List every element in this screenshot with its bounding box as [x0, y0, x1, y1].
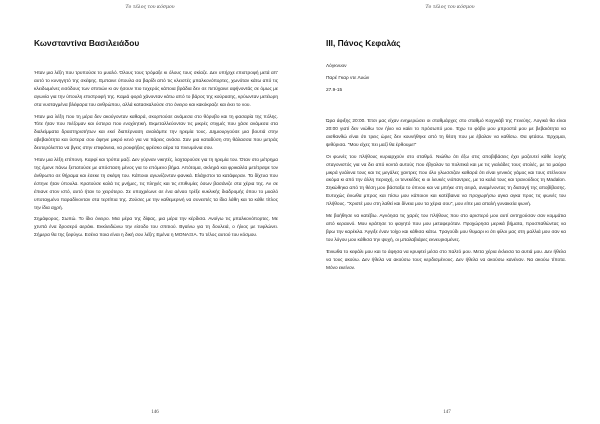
- paragraph: Οι φωνές του πλήθους κυριαρχούν στο σταθμό. Νιώθω ότι έξω στις αποβιβάσεις έχει μαζευτεί κάθε λογής σταγονιστός για να δει από κοντά αυτούς που έβγαλαν τα πολιτικά και με τις γιαλάδες τους στολές, με τα μαύρα μικρά γυάλινα τους και τις μεγάλες χαντρες που όλο γλωσσιζαν καθαρά ότι είναι γενικός γάμος και τους στέλνουν ακόμα κι από την άλλη περιοχή, οι τενεκέδες κι οι λευκές νιόπαντρες, με τα καλά τους και τρανούδιος τη Madalon. Σηκώθηκα από τη θέση μου βάσταξα το ύπνου και να μπήκε στη σειρά, αναμένοντας τη διαταγή της αποβίβασης. Ευτυχώς ένιωθα μπρος και πίσω μου κάποιον και κατέβαινα να προχωρήσω αγκα αγκα προς τις φωνές του πλήθους. "Χριστέ μου στη λαθεί και δίνεια μου τα χέρια σου", μου είπε μια απαλή γυναικεία φωνή.: [326, 154, 566, 208]
- left-body: [34, 70, 278, 240]
- chapter-title-left: Κωνσταντίνα Βασιλειάδου: [34, 38, 140, 48]
- paragraph: Σημάφορος. Σωπώ. Το ίδιο όνειρο. Μια μέρα της δίψας, μια μέρα την κέρδισα. Ανοίγω τις μπαλκονόπορτες. Με χτυπά ένα δροσερό αεράκι. Εκκλειδώνω την είσοδο του σπιτιού. Βγαίνω για τη δουλειά, ο ήλιος με τυφλώνει. Σήμερα θα της ξεφύγω. Εσένα ποια είναι η δική σου λέξη; Εμένα η ΜΟΝΑΞΙΑ. Το τέλος αυτού του κόσμου.: [34, 217, 278, 239]
- meta-source: Παρέ Γκαρ ντε Λυών: [326, 76, 370, 82]
- paragraph: Ήταν μια λέξη που τρυπούσε το μυαλό. Όλους τους τρόμαξε κι όλους τους σκίαζε. Δεν υπήρχε επιστροφή μετά απ' αυτό το κυνηγητό της σκέψης. Εμπαινε ύπουλα σα βαρίδι από τις κλειστές μπαλκονόπορτες, χωνόταν κάτω από τις κλειδωμένες εισόδους των σπιτιών κι αν ήσουν πιο τυχερός κάποια βράδια δεν σε πετύχαινε αφήνοντάς σε όμως με αγωνία για την ύπουλη επιστροφή της. Καμιά φορά χάνονταν κάτω από το βάρος της κούρασης, κρύωνταν μετέωρη στα νυσταγμένα βλέφαρα του ανθρώπου, αλλά κατασκαλούσε στο όνειρο και κακόκραζε και έκει το νου.: [34, 71, 278, 108]
- paragraph: Με βοήθησε να κατέβω. Αγνόησα τις χαρές του πλήθους που στο αριστερό μου αυτί αντηχούσαν σαν κομμάτια από κεραυνό. Μου κράτησε το φαγητό που μου μεταφερόταν. Προχώρησα μερικά βήματα, προσπαθώντας να βρω την καρέκλα. Άγγιξε έναν τοίχο και κάθισα κάτω. Τραγούδι μου θυμαρι κι ότι φίλοι μας στη μαλλιά μου σαν κα του λόγου μου κάθισα την ψυχή, οι μπαλαβιάρες εκνευρισμένες.: [326, 214, 566, 243]
- paragraph: Ένιωθα το κεφάλι μου και το άφησα να κρυφτεί μέσα στο παλτό μου. Μετα χέρια έκλεισα τα αυτιά μου. Δεν ήθελα να τους ακούω. Δεν ήθελα να ακούσω τους κερδισμένους. Δεν ήθελα να ακούσω κανέναν. Να ακούω τίποτα. Μόνο εκείνον.: [326, 249, 566, 271]
- paragraph: Ώρα άφιξης 20:00. Έτσι μας είχαν ενημερώσει οι σταθμάρχες στο σταθμό Κοχγκάβ της Γενεύης. Λογικά θα είναι 20:00 γιατί δεν νιώθω τον ήλιο να καίει το πρόσωπό μου. Έχω το φόβο μου μπροστά μου με βεβαιότητα να αισθανθώ είναι ότι τρεις ώρες δεν κουνήθηκε από τη θέση που με έβαλαν να καθίσω. Θα φτάσω. Έρχομαι, ψιθύρισα. "Μου είχες πει μαζί θα έρθουμε!": [326, 119, 566, 148]
- meta-verse: 27.9-15: [326, 88, 343, 94]
- chapter-meta: [326, 63, 566, 95]
- running-head-left: Το τέλος του κόσμου: [125, 5, 175, 10]
- page-number-left: 146: [151, 410, 159, 415]
- chapter-title-right: ΙΙΙ, Πάνος Κεφαλάς: [326, 38, 401, 48]
- running-head-right: Το τέλος του κόσμου: [425, 5, 475, 10]
- meta-book: Λόγκνυον: [326, 64, 347, 69]
- paragraph: Ήταν μια λέξη επίπονη. Καρφί και τρύπα μαζί. Δεν γύρναν νικητές, λαχταρούσε για τη ηρεμία του. Όταν στο μέτρημα της έμενε πάνω ξεπατούσε με απόσταση μένος για το επόμενο βήμα. Απότομα, σκληρά και φρικαλέα μετέτρεψε τον άνθρωπο σε θήραμα και έσεκε τη σκέψη του. Κάποιοι αγωνίζονταν φανικά. Ελάχιστοι τα κατάφεραν. Τα δίχτυα που έστηνε ήταν ύπουλα. Κρατούσε καλά τις μνήμες, τις πληγές και τις επιθυμίες όσων βασάνιζε στα χέρια της. Αν σε έπιανε στον ιστό, αυτό ήταν το χειρότερο. Σε υποχρέωνε σε ένα αέναο τρέξε κυκλικής διαδρομής όπου το μυαλό υποταγμένο παραδίνονταν στα τερτίπια της. Ζούσες με την καθεμερινή να συνειπές τα ίδια λάθη και τα κάθε τίτλος την ίδια αχρή.: [34, 158, 278, 211]
- page-number-right: 147: [443, 410, 451, 415]
- right-page: [300, 0, 600, 424]
- right-body: [326, 118, 566, 272]
- paragraph: Ήταν μια λέξη που τη μέρα δεν ακούγονταν καθαρά, σκορπούσε ανάμεσα στο θόρυβο και τη φασαρία της πόλης. Τότε ήταν που πιέζομαν και ύστερα που ενοχλητική. Εκμεταλλεύονταν τις μικρές στιγμές που χάσε ανάμεσα στα διαλείμματα δραστηριοτήτων και εκεί διαπέρναση αναλάμπε την ηρεμία τους. Δημιουργούσε μια βουτιά στην αβεβαιότητα και ύστερα σου άφηνε μικρό κενό για να πάρεις ανάσα. Σαν μια καταδύση στη θάλασσα που μετράς δευτερόλεπτα να βγεις στην επιφάνεια, να ρουφήξεις φρέσκο αέρα τα πνευμόνια σου.: [34, 114, 278, 152]
